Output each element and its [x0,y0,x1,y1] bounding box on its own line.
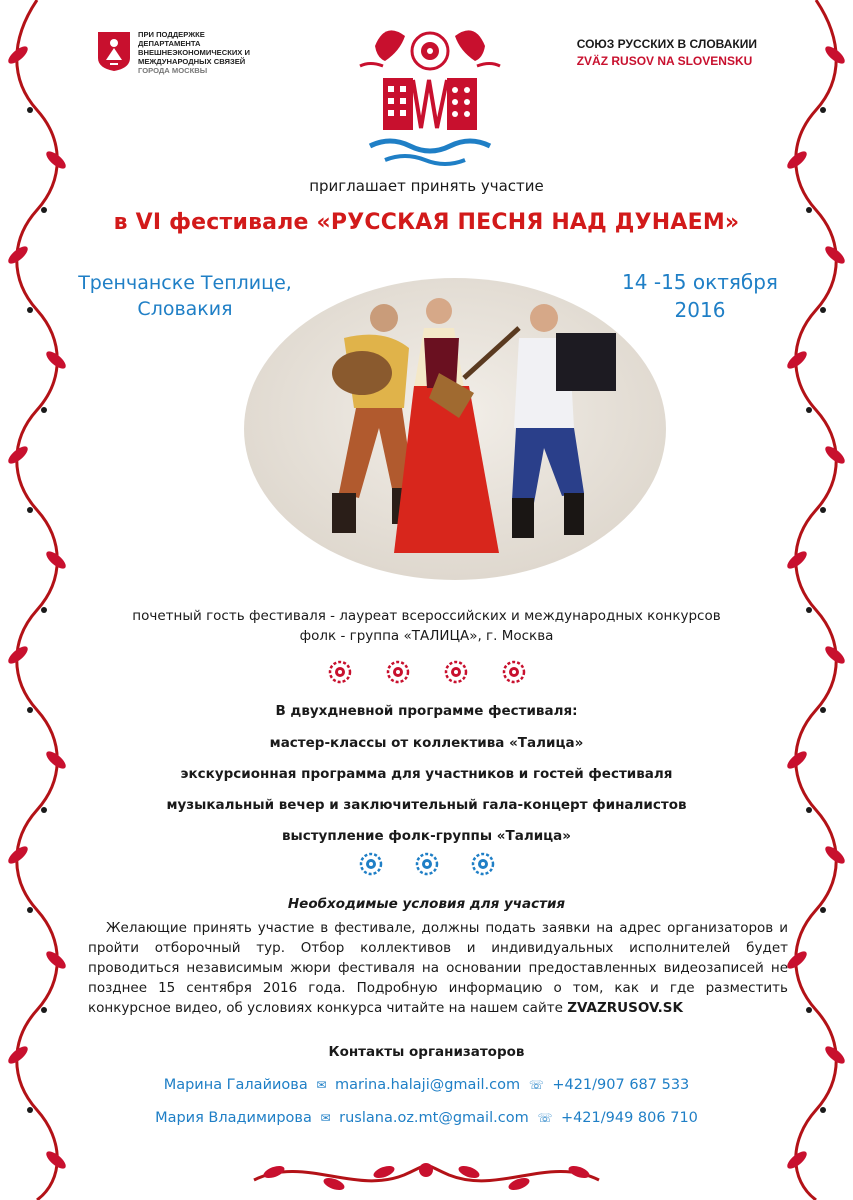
blue-ornament-row [0,852,853,876]
blue-flower-icon [415,852,439,876]
phone-icon: ☏ [528,1078,544,1092]
blue-flower-icon [359,852,383,876]
sponsor-line: ПРИ ПОДДЕРЖКЕ [138,30,205,39]
contact-name: Марина Галайиова [163,1077,308,1093]
envelope-icon: ✉ [316,1078,327,1092]
program-item: экскурсионная программа для участников и гостей фестиваля [180,766,673,782]
moscow-emblem-icon [96,30,132,72]
festival-title: в VI фестивале «РУССКАЯ ПЕСНЯ НАД ДУНАЕМ» [113,210,740,235]
guest-info [0,606,853,646]
conditions-text [88,918,788,1018]
contact-row [0,1077,853,1093]
red-flower-icon [328,660,352,684]
phone-icon: ☏ [537,1111,553,1125]
contact-phone[interactable]: +421/907 687 533 [552,1077,690,1093]
program-heading: В двухдневной программе фестиваля: [275,703,578,719]
sponsor-line: МЕЖДУНАРОДНЫХ СВЯЗЕЙ [138,57,246,66]
red-flower-icon [444,660,468,684]
red-ornament-row [0,660,853,684]
contacts-heading: Контакты организаторов [328,1044,525,1060]
organizer-name-sk: ZVÄZ RUSOV NA SLOVENSKU [576,54,753,68]
bottom-ornament-border [74,1150,779,1200]
invite-text: приглашает принять участие [309,177,544,195]
conditions-heading: Необходимые условия для участия [287,896,566,912]
location-line: Тренчанске Теплице, [78,272,292,294]
contact-row [0,1110,853,1126]
program-item: музыкальный вечер и заключительный гала-концерт финалистов [166,797,687,813]
contact-email[interactable]: marina.halaji@gmail.com [335,1077,521,1093]
program-item: выступление фолк-группы «Талица» [281,828,572,844]
program-item: мастер-классы от коллектива «Талица» [269,735,584,751]
website-link[interactable]: ZVAZRUSOV.SK [567,1000,683,1016]
folk-group-photo [244,278,666,580]
sponsor-line: ВНЕШНЕЭКОНОМИЧЕСКИХ И [138,48,250,57]
contact-email[interactable]: ruslana.oz.mt@gmail.com [339,1110,529,1126]
guest-line: почетный гость фестиваля - лауреат всероссийских и международных конкурсов [132,608,721,624]
sponsor-line: ДЕПАРТАМЕНТА [138,39,201,48]
contact-phone[interactable]: +421/949 806 710 [560,1110,698,1126]
red-flower-icon [502,660,526,684]
dates-line: 14 -15 октября [622,270,778,294]
sponsor-block [96,30,298,75]
location-line: Словакия [137,298,233,320]
organizer-name-ru: СОЮЗ РУССКИХ В СЛОВАКИИ [576,37,757,51]
red-flower-icon [386,660,410,684]
conditions-body: Желающие принять участие в фестивале, должны подать заявки на адрес организаторов и пройти отборочный тур. Отбор коллективов и индивидуальных исполнителей будет проводиться независимым жюри фестиваля на основании предоставленных видеозаписей не позднее 15 сентября 2016 года. Подробную информацию о том, как и где разместить конкурсное видео, об условиях конкурса читайте на нашем сайте [88,920,788,1016]
year-line: 2016 [674,298,726,322]
sponsor-line: ГОРОДА МОСКВЫ [138,66,208,75]
envelope-icon: ✉ [320,1111,331,1125]
accordion-logo [355,6,505,174]
organizer-block [577,36,757,70]
blue-flower-icon [471,852,495,876]
sponsor-text [138,30,298,75]
contact-name: Мария Владимирова [155,1110,312,1126]
guest-line: фолк - группа «ТАЛИЦА», г. Москва [299,628,554,644]
